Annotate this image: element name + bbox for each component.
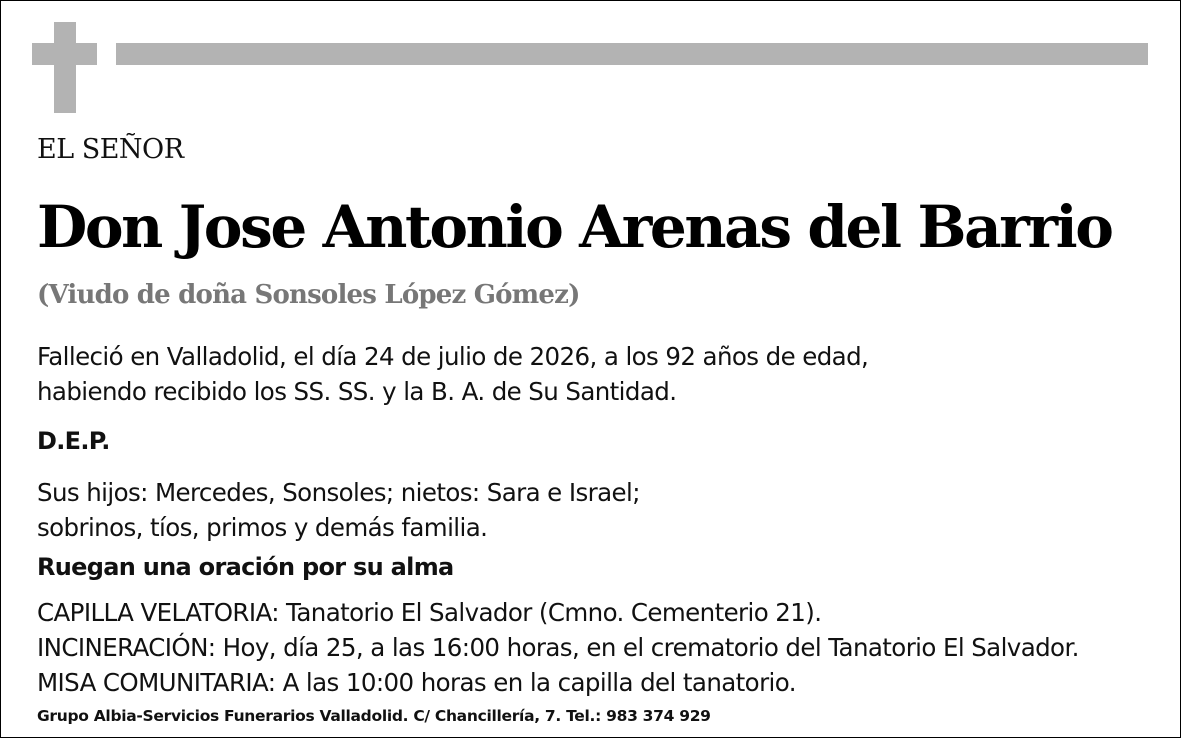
funeral-home-footer: Grupo Albia-Servicios Funerarios Valladolid. C/ Chancillería, 7. Tel.: 983 374 929 bbox=[37, 707, 711, 725]
family-list bbox=[37, 475, 640, 545]
header-rule bbox=[116, 43, 1148, 65]
widow-of: (Viudo de doña Sonsoles López Gómez) bbox=[37, 280, 580, 310]
cross-icon bbox=[54, 22, 76, 113]
death-announcement bbox=[37, 339, 868, 409]
chapel-info: CAPILLA VELATORIA: Tanatorio El Salvador (Cmno. Cementerio 21). bbox=[37, 598, 822, 627]
prayer-request: Ruegan una oración por su alma bbox=[37, 553, 454, 581]
death-line-2: habiendo recibido los SS. SS. y la B. A. de Su Santidad. bbox=[37, 377, 677, 406]
family-line-2: sobrinos, tíos, primos y demás familia. bbox=[37, 513, 488, 542]
cross-icon-arm bbox=[32, 43, 97, 65]
family-line-1: Sus hijos: Mercedes, Sonsoles; nietos: Sara e Israel; bbox=[37, 478, 640, 507]
death-line-1: Falleció en Valladolid, el día 24 de julio de 2026, a los 92 años de edad, bbox=[37, 342, 869, 371]
deceased-name: Don Jose Antonio Arenas del Barrio bbox=[37, 193, 1112, 261]
mass-info: MISA COMUNITARIA: A las 10:00 horas en la capilla del tanatorio. bbox=[37, 668, 796, 697]
service-details bbox=[37, 595, 1079, 700]
cremation-info: INCINERACIÓN: Hoy, día 25, a las 16:00 horas, en el crematorio del Tanatorio El Salvador. bbox=[37, 633, 1079, 662]
salutation: EL SEÑOR bbox=[37, 134, 184, 165]
rip-label: D.E.P. bbox=[37, 427, 110, 455]
